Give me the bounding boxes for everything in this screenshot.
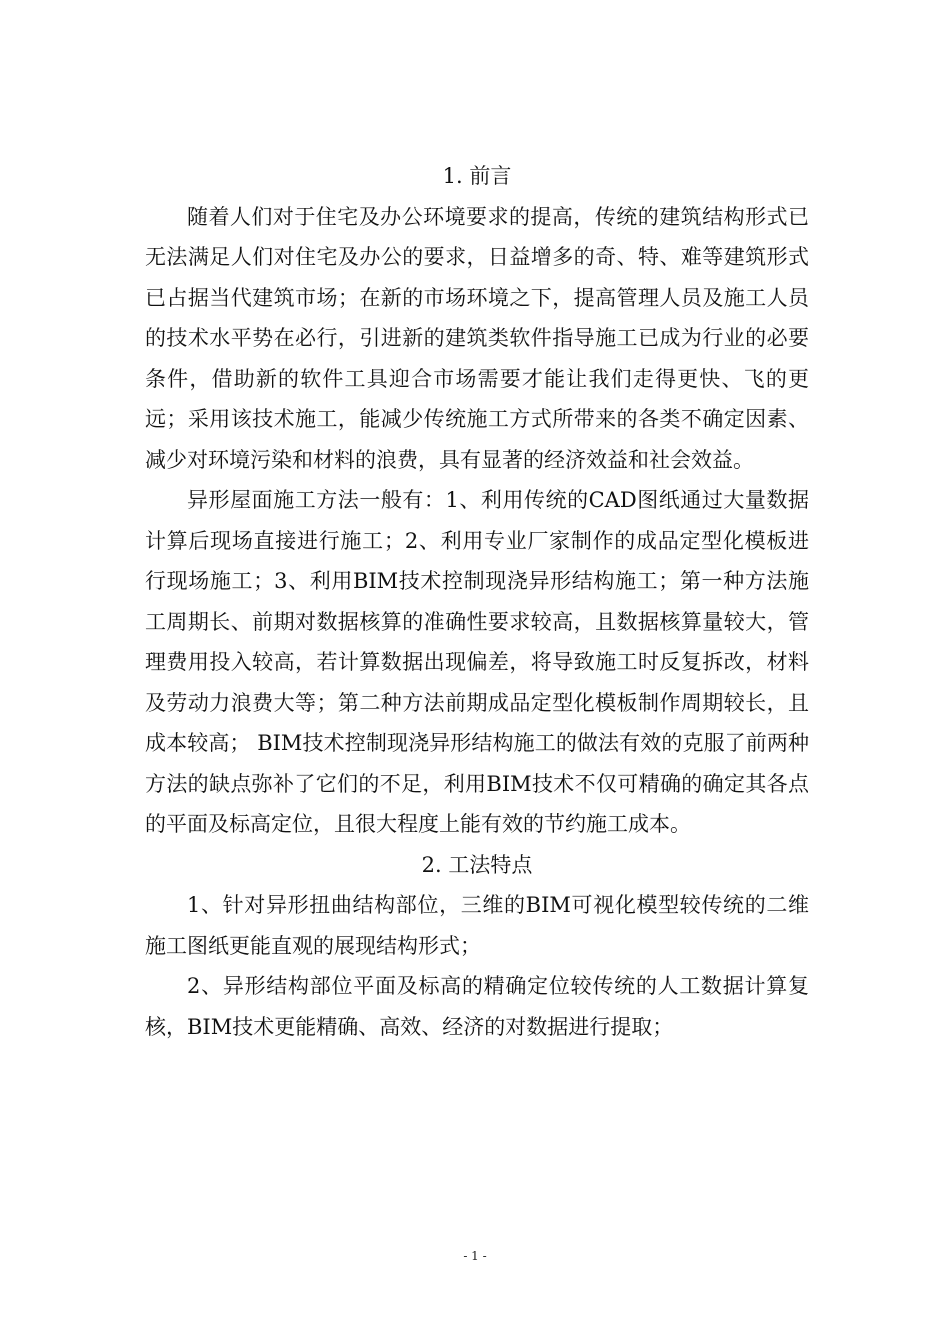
- section-heading-preface: 1. 前言: [442, 164, 512, 188]
- paragraph-feature-1: 1、针对异形扭曲结构部位，三维的BIM可视化模型较传统的二维施工图纸更能直观的展现结构形式；: [145, 893, 809, 958]
- paragraph-construction-methods: 异形屋面施工方法一般有：1、利用传统的CAD图纸通过大量数据计算后现场直接进行施工；2、利用专业厂家制作的成品定型化模板进行现场施工；3、利用BIM技术控制现浇异形结构施工；第一种方法施工周期长、前期对数据核算的准确性要求较高，且数据核算量较大，管理费用投入较高，若计算数据出现偏差，将导致施工时反复拆改，材料及劳动力浪费大等；第二种方法前期成品定型化模板制作周期较长，且成本较高； BIM技术控制现浇异形结构施工的做法有效的克服了前两种方法的缺点弥补了它们的不足，利用BIM技术不仅可精确的确定其各点的平面及标高定位，且很大程度上能有效的节约施工成本。: [145, 488, 809, 836]
- paragraph-feature-2: 2、异形结构部位平面及标高的精确定位较传统的人工数据计算复核，BIM技术更能精确、高效、经济的对数据进行提取；: [145, 974, 809, 1039]
- page-number: - 1 -: [463, 1249, 487, 1263]
- document-body: [145, 156, 809, 1047]
- paragraph-preface: 随着人们对于住宅及办公环境要求的提高，传统的建筑结构形式已无法满足人们对住宅及办公的要求，日益增多的奇、特、难等建筑形式已占据当代建筑市场；在新的市场环境之下，提高管理人员及施工人员的技术水平势在必行，引进新的建筑类软件指导施工已成为行业的必要条件，借助新的软件工具迎合市场需要才能让我们走得更快、飞的更远；采用该技术施工，能减少传统施工方式所带来的各类不确定因素、减少对环境污染和材料的浪费，具有显著的经济效益和社会效益。: [145, 204, 809, 472]
- section-heading-features: 2. 工法特点: [421, 852, 533, 877]
